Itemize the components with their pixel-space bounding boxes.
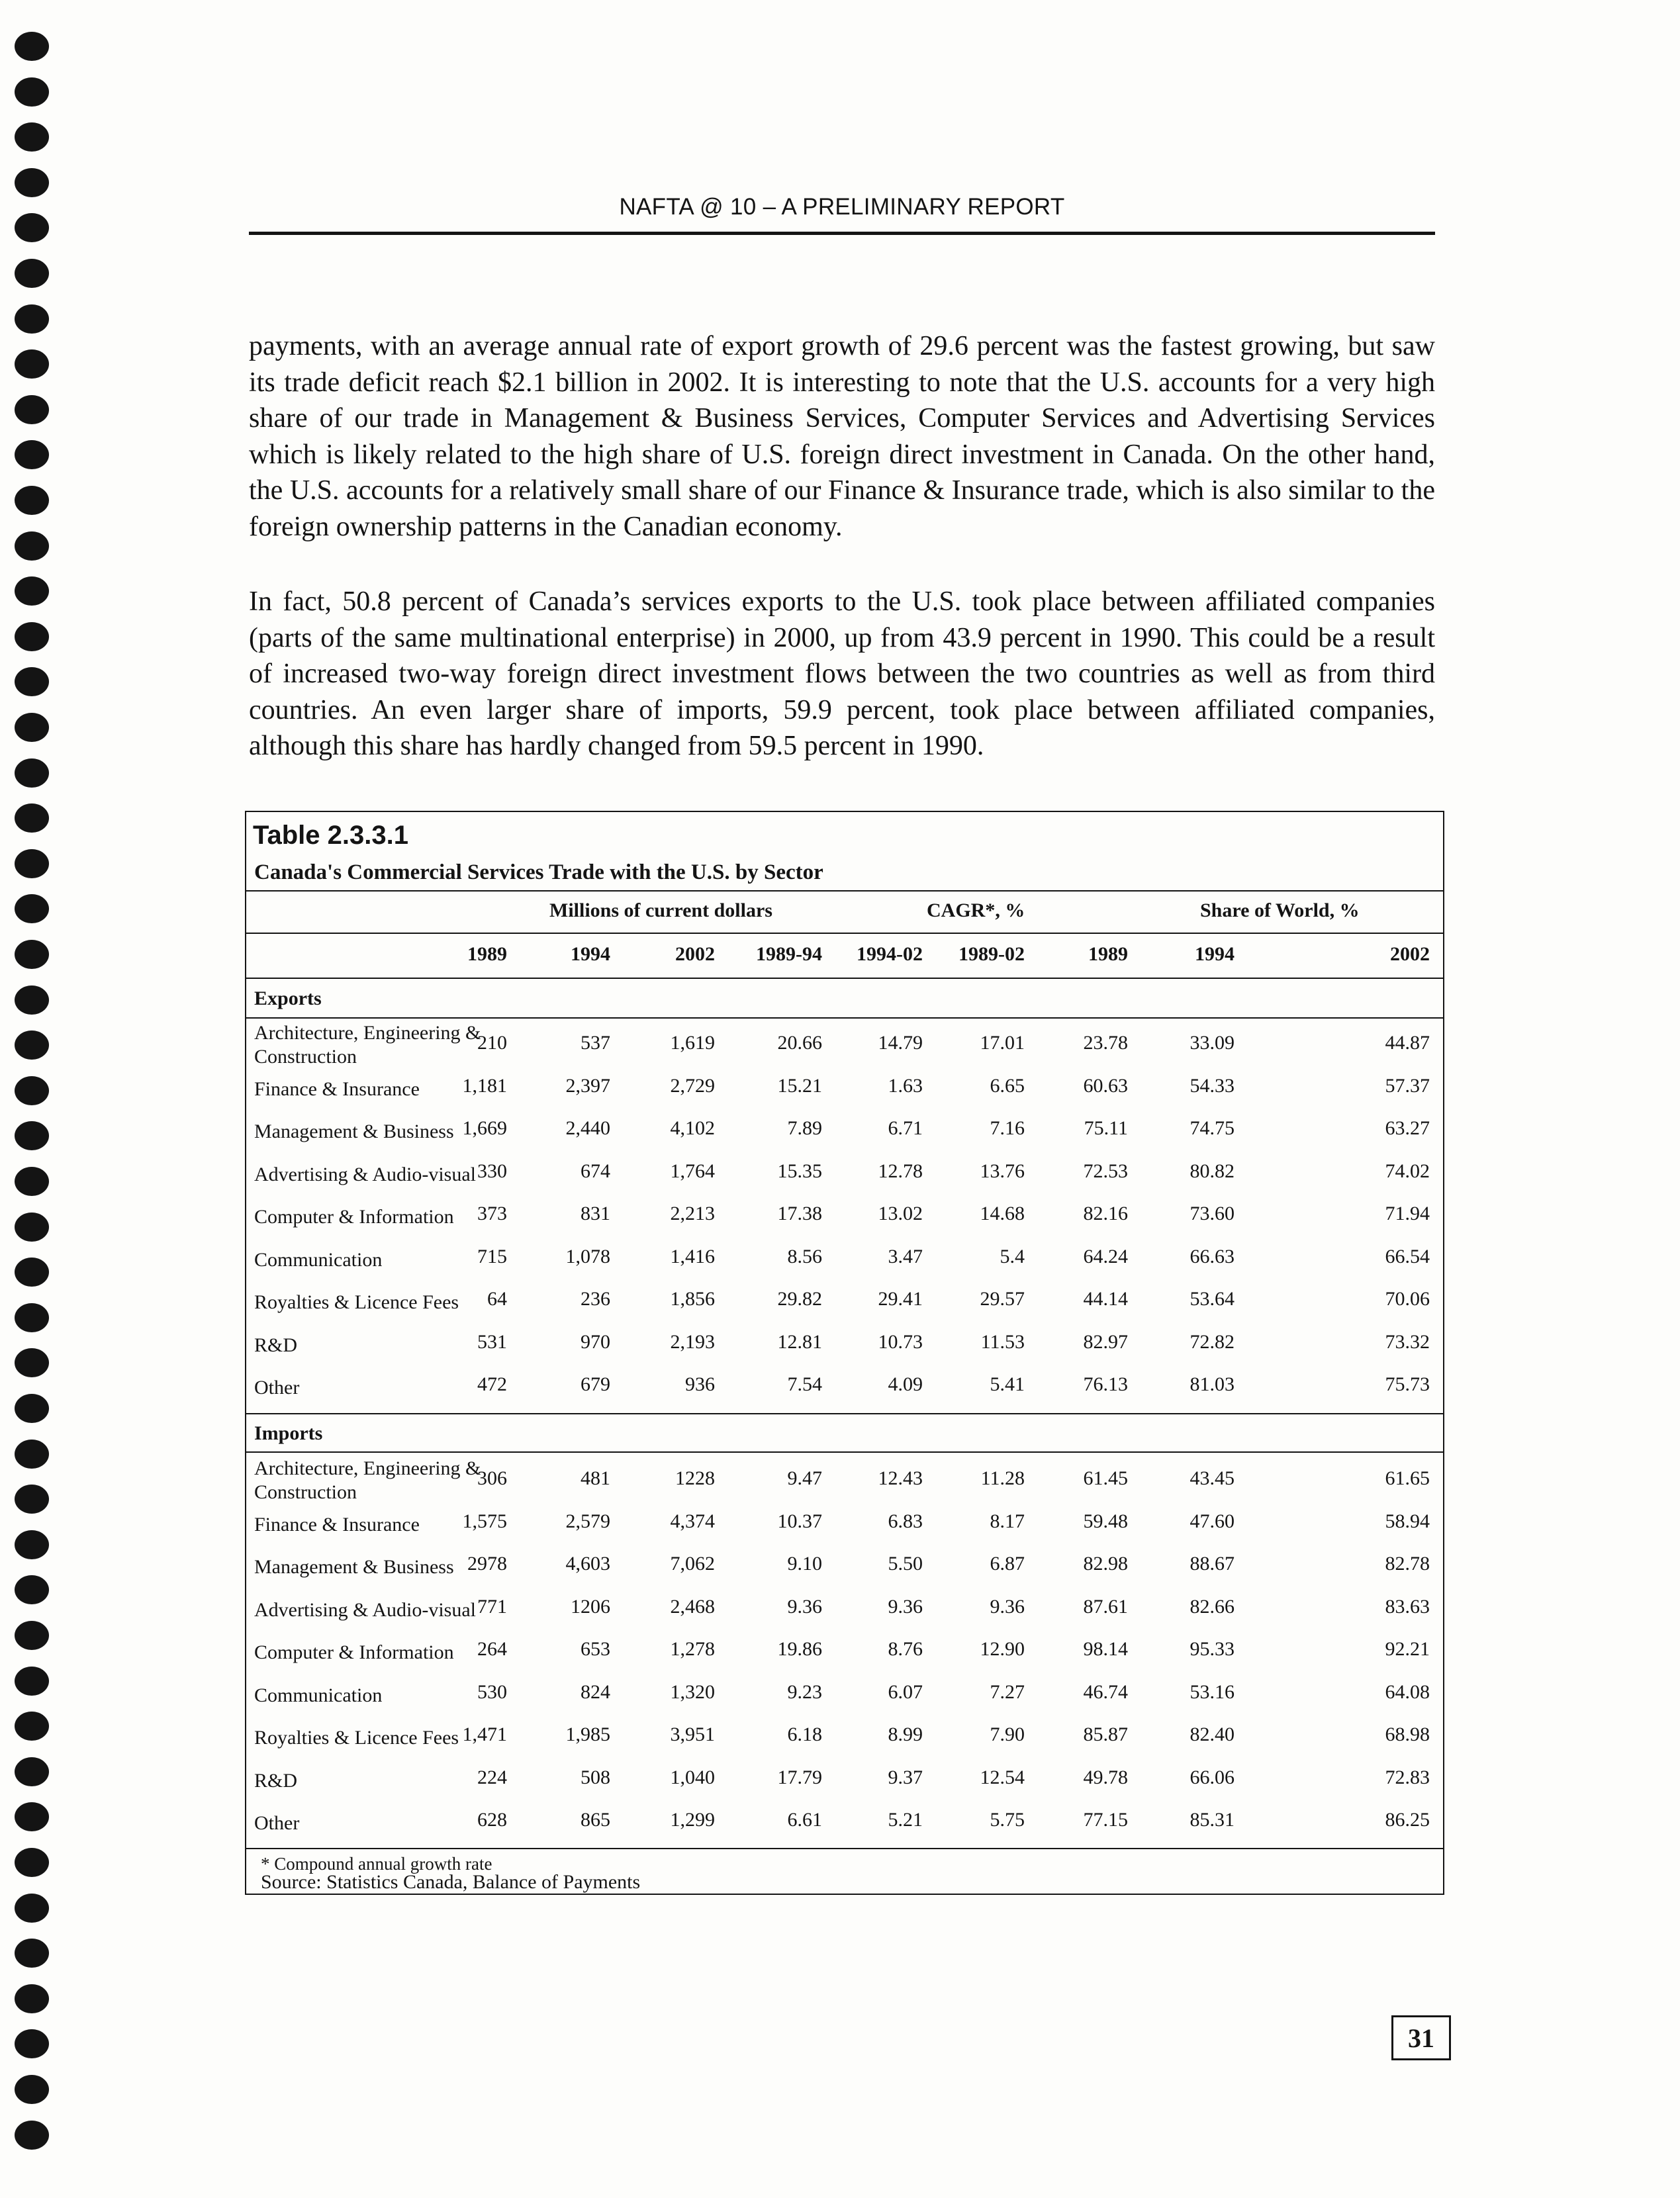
table-cell: 74.75 [1190,1117,1235,1139]
paragraph-1: payments, with an average annual rate of export growth of 29.6 percent was the fastest growing, but saw its trade deficit reach $2.1 billion in 2002. It is interesting to note that the U.S. accounts for a very high share of our trade in Management & Business Services, Computer Services and Advertising Services which is likely related to the high share of U.S. foreign direct investment in Canada. On the other hand, the U.S. accounts for a relatively small share of our Finance & Insurance trade, which is also similar to the foreign ownership patterns in the Canadian economy. [249,331,1435,542]
table-cell: 6.71 [888,1117,923,1139]
table-cell: 1,078 [565,1245,610,1267]
binding-hole [15,622,49,651]
table-cell: 5.21 [888,1809,923,1831]
page-number: 31 [1408,2023,1434,2053]
table-cell: 6.65 [990,1074,1025,1097]
table-cell: 53.16 [1190,1680,1235,1703]
table-cell: 88.67 [1190,1553,1235,1575]
table-cell: 57.37 [1385,1074,1430,1097]
row-label: Management & Business [254,1556,454,1578]
table-cell: 10.37 [777,1510,822,1532]
binding-hole [15,1258,49,1287]
table-cell: 531 [477,1330,507,1353]
binding-hole [15,1757,49,1786]
row-label: R&D [254,1769,298,1792]
table-cell: 7,062 [670,1553,715,1575]
binding-hole [15,576,49,606]
binding-hole [15,667,49,696]
table-cell: 236 [581,1288,610,1310]
table-cell: 12.81 [777,1330,822,1353]
table-cell: 508 [581,1766,610,1788]
table-cell: 936 [685,1373,715,1395]
binding-hole [15,1802,49,1831]
table-cell: 82.16 [1083,1203,1128,1224]
table-cell: 1,278 [670,1638,715,1660]
row-label: Other [254,1812,300,1834]
table-divider [246,890,1443,892]
binding-hole [15,349,49,379]
table-cell: 1,619 [670,1032,715,1054]
table-cell: 13.02 [878,1203,923,1224]
binding-hole [15,849,49,878]
table-cell: 77.15 [1083,1809,1128,1831]
row-label: Finance & Insurance [254,1077,420,1100]
table-divider [246,1413,1443,1414]
group-header-cagr: CAGR*, % [927,899,1025,921]
table-cell: 33.09 [1190,1032,1235,1054]
table-cell: 210 [477,1032,507,1054]
table-cell: 9.10 [787,1553,822,1575]
table-cell: 5.4 [1000,1245,1025,1267]
binding-hole [15,77,49,107]
binding-hole [15,531,49,561]
binding-hole [15,940,49,969]
binding-hole [15,1530,49,1559]
table-cell: 481 [581,1467,610,1489]
binding-hole [15,1939,49,1968]
table-cell: 86.25 [1385,1809,1430,1831]
table-cell: 831 [581,1203,610,1224]
table-cell: 1,985 [565,1723,610,1745]
table-cell: 60.63 [1083,1074,1128,1097]
table-footnote: * Compound annual growth rate [261,1854,492,1874]
table-source: Source: Statistics Canada, Balance of Payments [261,1871,641,1893]
table-cell: 12.54 [980,1766,1025,1788]
table-cell: 1206 [571,1595,610,1618]
table-cell: 82.40 [1190,1723,1235,1745]
row-label: Communication [254,1684,383,1706]
table-cell: 1,764 [670,1160,715,1182]
table-cell: 5.75 [990,1809,1025,1831]
table-cell: 4,603 [565,1553,610,1575]
binding-hole [15,168,49,197]
table-cell: 73.32 [1385,1330,1430,1353]
table-divider [246,933,1443,934]
table-cell: 9.36 [888,1595,923,1618]
table-cell: 61.45 [1083,1467,1128,1489]
table-cell: 865 [581,1809,610,1831]
table-cell: 95.33 [1190,1638,1235,1660]
row-label: Advertising & Audio-visual [254,1598,476,1621]
table-cell: 4,374 [670,1510,715,1532]
table-cell: 3.47 [888,1245,923,1267]
binding-hole [15,213,49,242]
table-cell: 2,579 [565,1510,610,1532]
table-cell: 58.94 [1385,1510,1430,1532]
row-label: Royalties & Licence Fees [254,1727,459,1749]
table-cell: 7.27 [990,1680,1025,1703]
table-cell: 29.82 [777,1288,822,1310]
binding-holes [15,0,54,2198]
binding-hole [15,1621,49,1650]
binding-hole [15,1076,49,1105]
table-cell: 70.06 [1385,1288,1430,1310]
table-cell: 8.56 [787,1245,822,1267]
table-cell: 715 [477,1245,507,1267]
table-cell: 1,320 [670,1680,715,1703]
binding-hole [15,713,49,742]
table-cell: 13.76 [980,1160,1025,1182]
table-cell: 74.02 [1385,1160,1430,1182]
row-label: Architecture, Engineering & Construction [254,1457,481,1503]
table-cell: 73.60 [1190,1203,1235,1224]
table-cell: 46.74 [1083,1680,1128,1703]
table-cell: 14.79 [878,1032,923,1054]
table-cell: 2,468 [670,1595,715,1618]
table-cell: 6.83 [888,1510,923,1532]
table-cell: 29.57 [980,1288,1025,1310]
binding-hole [15,1984,49,2013]
binding-hole [15,1440,49,1469]
table-cell: 824 [581,1680,610,1703]
table-cell: 75.11 [1084,1117,1128,1139]
table-cell: 2,397 [565,1074,610,1097]
table-cell: 8.76 [888,1638,923,1660]
table-cell: 628 [477,1809,507,1831]
running-header: NAFTA @ 10 – A PRELIMINARY REPORT [619,194,1065,220]
binding-hole [15,2029,49,2058]
table-cell: 2,440 [565,1117,610,1139]
table-cell: 1,299 [670,1809,715,1831]
binding-hole [15,440,49,469]
table-cell: 12.90 [980,1638,1025,1660]
table-cell: 10.73 [878,1330,923,1353]
table-cell: 82.66 [1190,1595,1235,1618]
column-header: 1989-94 [756,943,822,965]
header-rule [249,232,1435,235]
binding-hole [15,304,49,334]
table-cell: 1,181 [462,1074,507,1097]
group-header-share: Share of World, % [1200,899,1360,921]
table-cell: 530 [477,1680,507,1703]
table-cell: 1.63 [888,1074,923,1097]
row-label: Finance & Insurance [254,1513,420,1535]
table-cell: 2,729 [670,1074,715,1097]
table-divider [246,1848,1443,1849]
table-cell: 9.37 [888,1766,923,1788]
table-divider [246,978,1443,979]
table-cell: 44.87 [1385,1032,1430,1054]
table-cell: 12.43 [878,1467,923,1489]
binding-hole [15,1485,49,1514]
binding-hole [15,259,49,288]
table-cell: 19.86 [777,1638,822,1660]
table-cell: 43.45 [1190,1467,1235,1489]
table-cell: 82.78 [1385,1553,1430,1575]
binding-hole [15,1848,49,1877]
binding-hole [15,1348,49,1377]
table-cell: 224 [477,1766,507,1788]
table-cell: 64.24 [1083,1245,1128,1267]
binding-hole [15,395,49,424]
table-cell: 53.64 [1190,1288,1235,1310]
binding-hole [15,894,49,923]
table-cell: 59.48 [1083,1510,1128,1532]
binding-hole [15,1394,49,1423]
table-cell: 1,669 [462,1117,507,1139]
table-cell: 63.27 [1385,1117,1430,1139]
column-header: 1994 [1195,943,1235,965]
table-cell: 330 [477,1160,507,1182]
table-cell: 82.97 [1083,1330,1128,1353]
table-cell: 80.82 [1190,1160,1235,1182]
data-table [245,811,1444,1895]
binding-hole [15,32,49,61]
row-label: Communication [254,1248,383,1271]
binding-hole [15,1712,49,1741]
table-cell: 2,213 [670,1203,715,1224]
table-cell: 1228 [675,1467,715,1489]
table-cell: 72.82 [1190,1330,1235,1353]
table-cell: 68.98 [1385,1723,1430,1745]
table-cell: 7.90 [990,1723,1025,1745]
table-cell: 66.54 [1385,1245,1430,1267]
table-cell: 92.21 [1385,1638,1430,1660]
table-number: Table 2.3.3.1 [253,821,408,850]
table-cell: 1,416 [670,1245,715,1267]
table-cell: 98.14 [1083,1638,1128,1660]
table-cell: 5.41 [990,1373,1025,1395]
binding-hole [15,758,49,788]
table-cell: 17.79 [777,1766,822,1788]
table-cell: 4.09 [888,1373,923,1395]
table-cell: 1,471 [462,1723,507,1745]
column-header: 2002 [675,943,715,965]
table-cell: 373 [477,1203,507,1224]
binding-hole [15,803,49,833]
binding-hole [15,1667,49,1696]
table-cell: 6.07 [888,1680,923,1703]
table-cell: 12.78 [878,1160,923,1182]
table-cell: 6.18 [787,1723,822,1745]
table-cell: 7.89 [787,1117,822,1139]
table-cell: 72.53 [1083,1160,1128,1182]
table-cell: 14.68 [980,1203,1025,1224]
binding-hole [15,122,49,152]
table-cell: 15.21 [777,1074,822,1097]
paragraph-2: In fact, 50.8 percent of Canada’s services exports to the U.S. took place between affiliated companies (parts of the same multinational enterprise) in 2000, up from 43.9 percent in 1990. This could be a result of increased two-way foreign direct investment flows between the two countries as well as from third countries. An even larger share of imports, 59.9 percent, took place between affiliated companies, although this share has hardly changed from 59.5 percent in 1990. [249,586,1435,761]
table-cell: 66.06 [1190,1766,1235,1788]
binding-hole [15,2121,49,2150]
table-cell: 11.53 [980,1330,1025,1353]
table-cell: 85.31 [1190,1809,1235,1831]
section-label-imports: Imports [254,1422,323,1444]
binding-hole [15,1121,49,1150]
table-cell: 81.03 [1190,1373,1235,1395]
table-cell: 679 [581,1373,610,1395]
row-label: Computer & Information [254,1641,454,1663]
table-cell: 6.87 [990,1553,1025,1575]
table-cell: 9.47 [787,1467,822,1489]
table-cell: 537 [581,1032,610,1054]
table-cell: 54.33 [1190,1074,1235,1097]
table-cell: 29.41 [878,1288,923,1310]
table-cell: 72.83 [1385,1766,1430,1788]
table-cell: 970 [581,1330,610,1353]
binding-hole [15,1575,49,1604]
table-cell: 49.78 [1083,1766,1128,1788]
row-label: Advertising & Audio-visual [254,1163,476,1185]
column-header: 1994-02 [857,943,923,965]
table-cell: 1,856 [670,1288,715,1310]
table-cell: 23.78 [1083,1032,1128,1054]
table-cell: 6.61 [787,1809,822,1831]
binding-hole [15,1167,49,1196]
table-cell: 7.16 [990,1117,1025,1139]
row-label: Royalties & Licence Fees [254,1291,459,1313]
binding-hole [15,1894,49,1923]
row-label: R&D [254,1334,298,1356]
table-cell: 66.63 [1190,1245,1235,1267]
binding-hole [15,1213,49,1242]
table-cell: 87.61 [1083,1595,1128,1618]
table-cell: 85.87 [1083,1723,1128,1745]
binding-hole [15,1030,49,1060]
table-cell: 11.28 [980,1467,1025,1489]
column-header: 2002 [1390,943,1430,965]
column-header: 1989 [1088,943,1128,965]
table-cell: 75.73 [1385,1373,1430,1395]
table-cell: 1,040 [670,1766,715,1788]
table-cell: 2,193 [670,1330,715,1353]
table-cell: 5.50 [888,1553,923,1575]
table-cell: 3,951 [670,1723,715,1745]
table-cell: 17.38 [777,1203,822,1224]
table-cell: 64 [487,1288,507,1310]
binding-hole [15,486,49,515]
table-cell: 76.13 [1083,1373,1128,1395]
row-label: Management & Business [254,1121,454,1142]
table-cell: 264 [477,1638,507,1660]
table-cell: 653 [581,1638,610,1660]
page-number-box [1391,2015,1451,2060]
table-cell: 9.36 [787,1595,822,1618]
table-cell: 82.98 [1083,1553,1128,1575]
table-cell: 64.08 [1385,1680,1430,1703]
table-cell: 306 [477,1467,507,1489]
table-cell: 771 [477,1595,507,1618]
table-cell: 47.60 [1190,1510,1235,1532]
table-cell: 9.36 [990,1595,1025,1618]
row-label: Other [254,1377,300,1398]
row-label: Architecture, Engineering & Construction [254,1022,481,1068]
table-cell: 20.66 [777,1032,822,1054]
table-cell: 8.17 [990,1510,1025,1532]
table-divider [246,1017,1443,1019]
binding-hole [15,1303,49,1332]
table-cell: 71.94 [1385,1203,1430,1224]
table-cell: 17.01 [980,1032,1025,1054]
table-cell: 9.23 [787,1680,822,1703]
column-header: 1989 [467,943,507,965]
table-title: Canada's Commercial Services Trade with the U.S. by Sector [254,860,823,884]
table-cell: 61.65 [1385,1467,1430,1489]
binding-hole [15,985,49,1015]
column-header: 1994 [571,943,610,965]
table-cell: 1,575 [462,1510,507,1532]
table-cell: 2978 [467,1553,507,1575]
binding-hole [15,2075,49,2104]
table-cell: 674 [581,1160,610,1182]
table-cell: 7.54 [787,1373,822,1395]
table-cell: 15.35 [777,1160,822,1182]
section-label-exports: Exports [254,987,322,1009]
table-cell: 44.14 [1083,1288,1128,1310]
group-header-dollars: Millions of current dollars [549,899,772,921]
table-cell: 8.99 [888,1723,923,1745]
row-label: Computer & Information [254,1206,454,1228]
column-header: 1989-02 [958,943,1025,965]
table-divider [246,1451,1443,1453]
table-cell: 472 [477,1373,507,1395]
table-cell: 83.63 [1385,1595,1430,1618]
table-cell: 4,102 [670,1117,715,1139]
